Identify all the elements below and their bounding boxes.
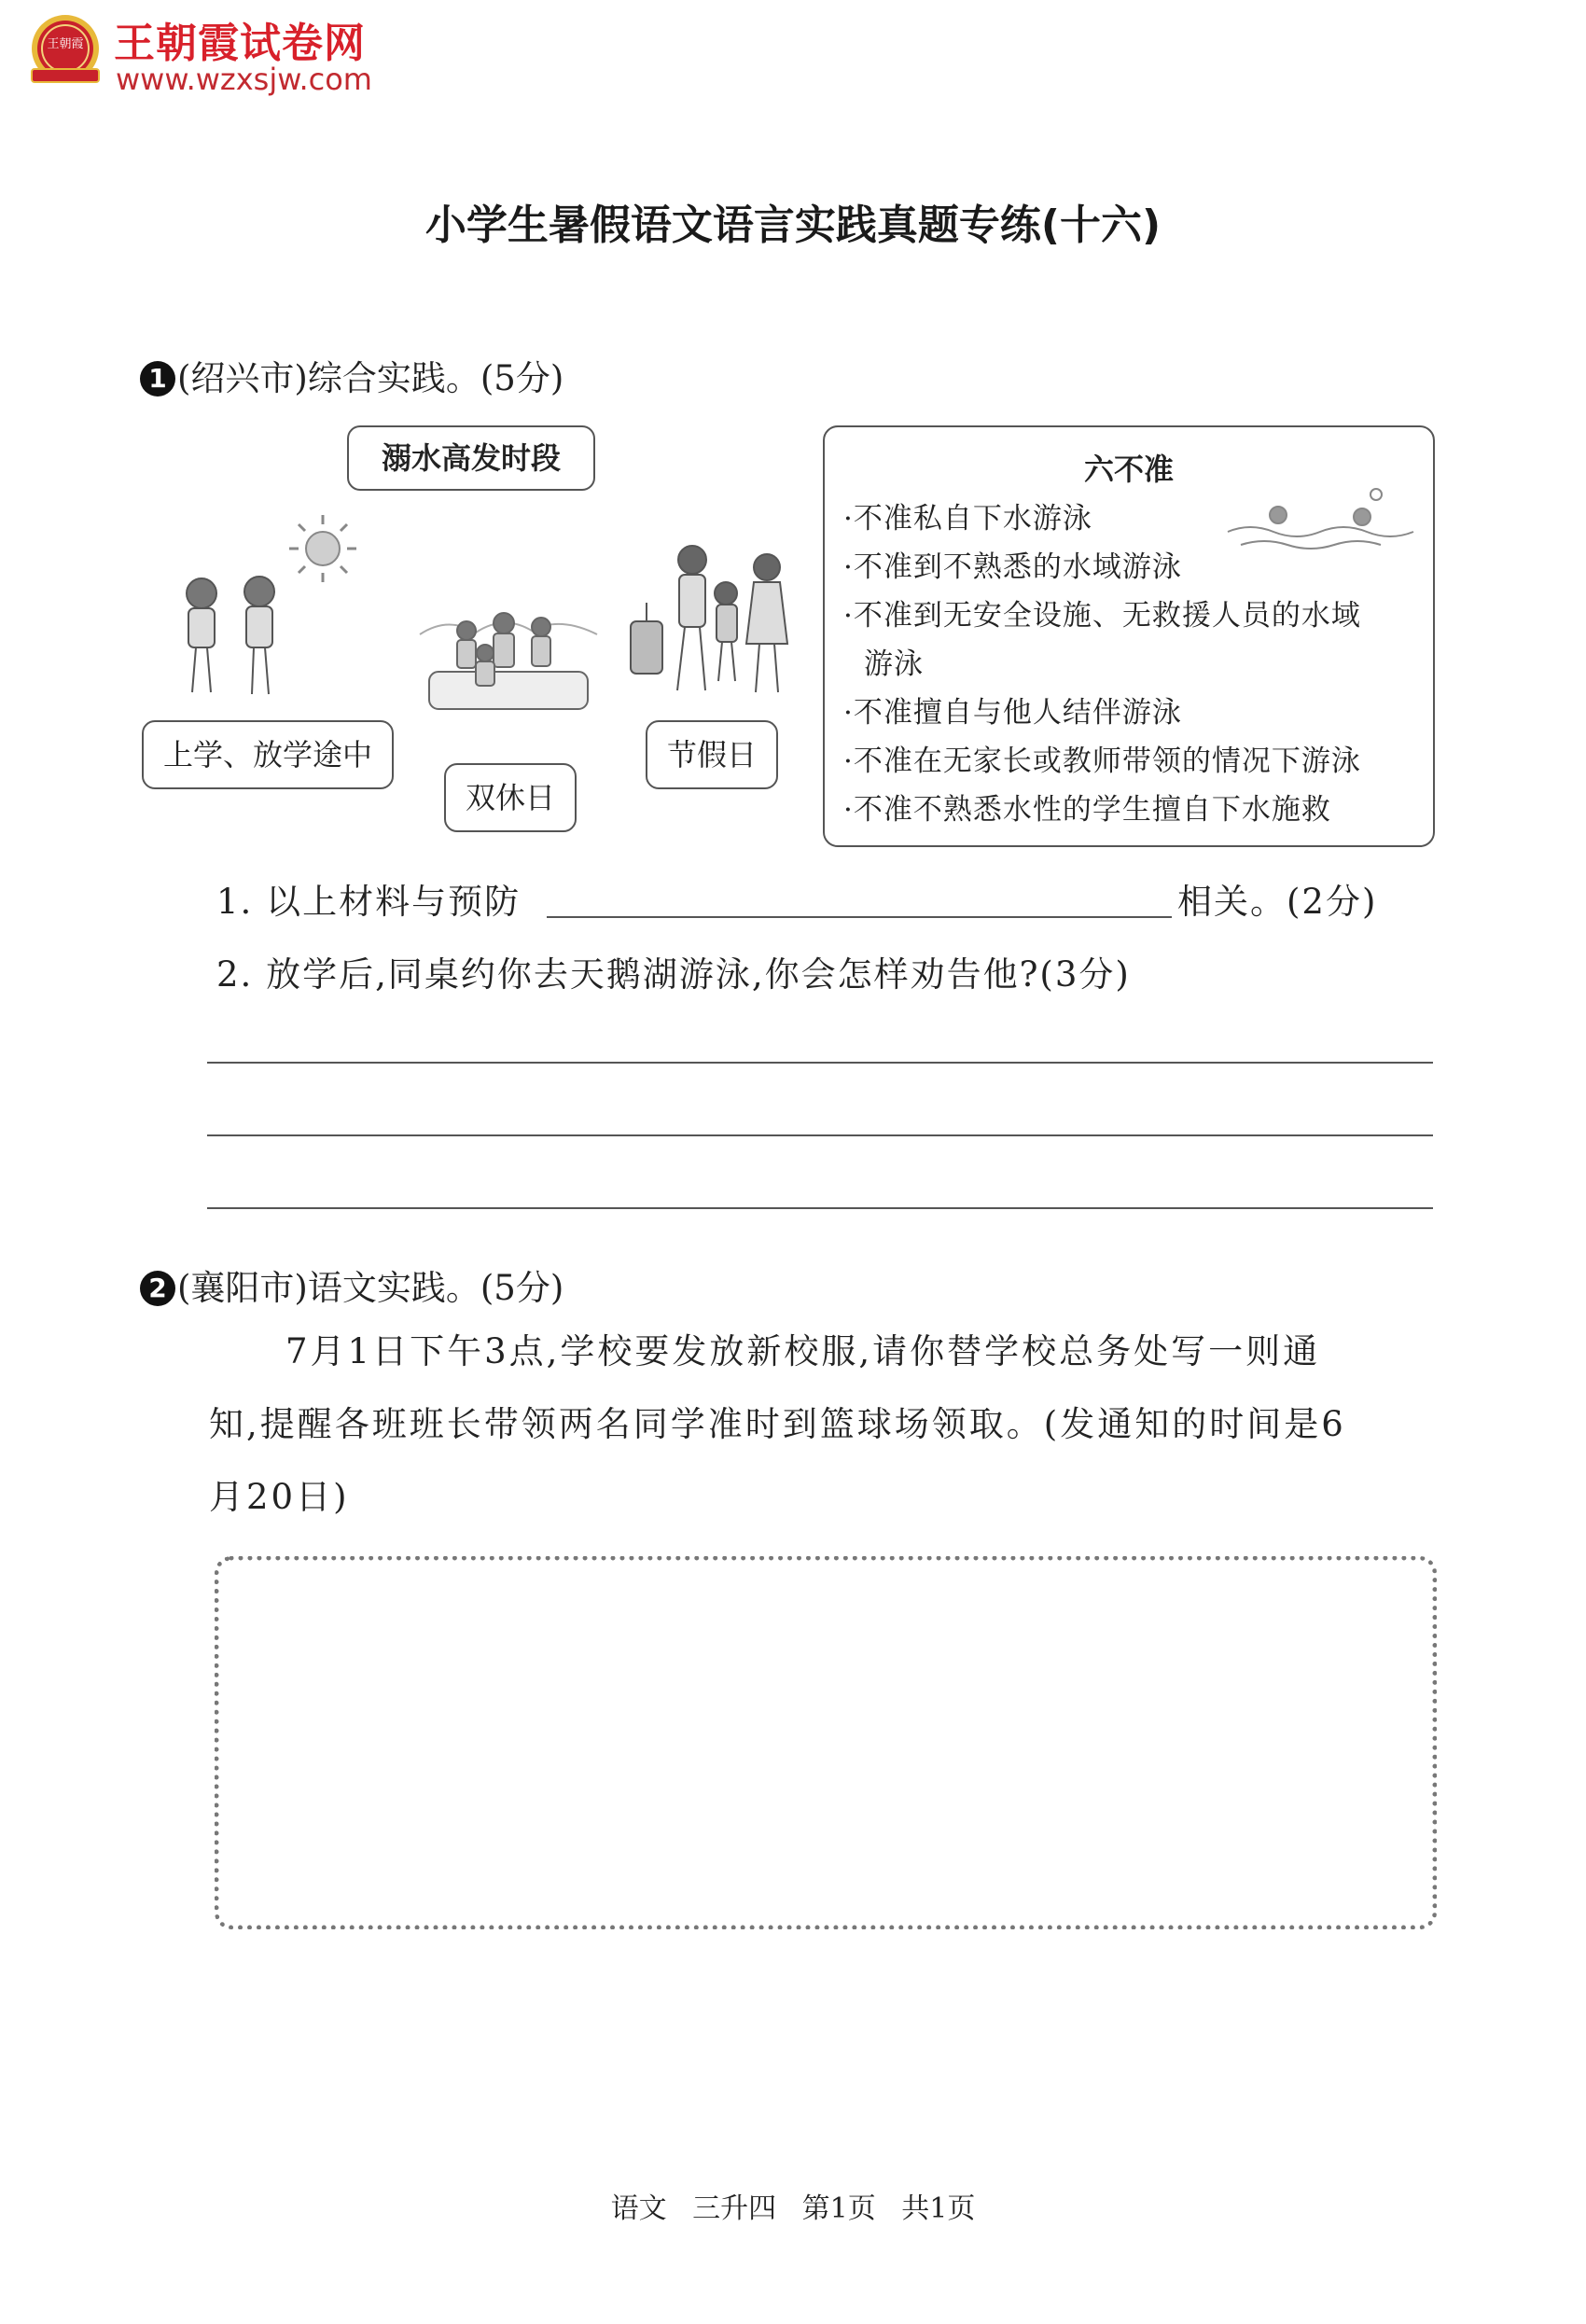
answer-line[interactable] <box>207 1062 1433 1064</box>
picnic-illustration <box>410 597 606 722</box>
label-holiday: 节假日 <box>646 720 778 789</box>
page-title: 小学生暑假语文语言实践真题专练(十六) <box>424 202 1162 249</box>
sun-icon <box>285 511 360 590</box>
rule-item-continuation: 游泳 <box>864 647 924 681</box>
label-school-commute: 上学、放学途中 <box>142 720 394 789</box>
sub-question-1-prefix: 1. 以上材料与预防 <box>216 882 522 922</box>
students-walking-illustration <box>174 573 295 707</box>
rule-item: ·不准到不熟悉的水域游泳 <box>843 550 1182 584</box>
site-url[interactable]: www.wzxsjw.com <box>116 62 372 97</box>
rules-title: 六不准 <box>1083 452 1174 487</box>
rule-item: ·不准在无家长或教师带领的情况下游泳 <box>843 745 1361 778</box>
fill-in-blank[interactable] <box>547 916 1172 918</box>
question-number-badge: 1 <box>140 361 175 397</box>
swimmer-icon <box>1222 485 1418 564</box>
rule-item: ·不准擅自与他人结伴游泳 <box>843 696 1182 730</box>
sub-question-2: 2. 放学后,同桌约你去天鹅湖游泳,你会怎样劝告他?(3分) <box>216 954 1131 995</box>
question-2-body-line: 月20日) <box>209 1477 350 1517</box>
rule-item: ·不准不熟悉水性的学生擅自下水施救 <box>843 793 1331 827</box>
rule-item: ·不准私自下水游泳 <box>843 502 1092 536</box>
question-number-badge: 2 <box>140 1271 175 1306</box>
site-name: 王朝霞试卷网 <box>114 20 366 67</box>
logo-badge <box>26 11 104 91</box>
question-2-body-line: 知,提醒各班班长带领两名同学准时到篮球场领取。(发通知的时间是6 <box>209 1404 1346 1444</box>
answer-line[interactable] <box>207 1207 1433 1209</box>
notice-writing-area[interactable] <box>215 1556 1437 1929</box>
question-2-body-line: 7月1日下午3点,学校要发放新校服,请你替学校总务处写一则通 <box>285 1331 1321 1371</box>
question-1-heading <box>140 350 563 400</box>
question-2-heading-text: (襄阳市)语文实践。(5分) <box>177 1268 564 1308</box>
label-weekend: 双休日 <box>444 763 577 832</box>
question-2-heading <box>140 1259 563 1310</box>
question-1-heading-text: (绍兴市)综合实践。(5分) <box>177 358 564 398</box>
rule-item: ·不准到无安全设施、无救援人员的水域 <box>843 599 1361 633</box>
logo-badge-text: 王朝霞 <box>47 37 84 51</box>
page-footer: 语文 三升四 第1页 共1页 <box>610 2192 976 2225</box>
sub-question-1-suffix: 相关。(2分) <box>1177 882 1378 922</box>
scene-title-label: 溺水高发时段 <box>347 425 595 491</box>
family-travel-illustration <box>627 541 804 703</box>
answer-line[interactable] <box>207 1134 1433 1136</box>
